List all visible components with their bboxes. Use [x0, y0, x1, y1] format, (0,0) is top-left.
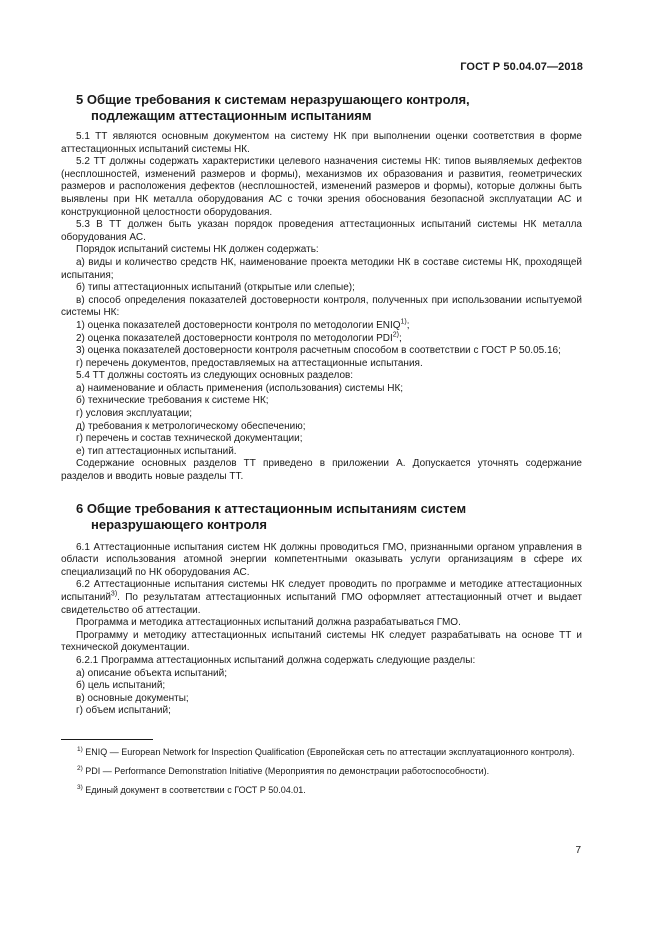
- list-item: б) типы аттестационных испытаний (открытые или слепые);: [76, 282, 355, 294]
- list-item: а) наименование и область применения (использования) системы НК;: [76, 382, 404, 394]
- footnote: [61, 765, 582, 777]
- footnote-mark: 1): [77, 745, 83, 753]
- paragraph: [61, 579, 582, 617]
- list-item: [61, 333, 582, 346]
- document-id: ГОСТ Р 50.04.07—2018: [460, 61, 583, 73]
- section-6-heading: [61, 501, 582, 533]
- paragraph: 5.2 ТТ должны содержать характеристики целевого назначения системы НК: типов выявляемых дефектов (несплошностей, изменений размеров и формы), механизмов их образования и развития, геометрических размеров и расположения дефектов (несплошностей, изменений размеров и формы), которые должны быть выявлены при НК металла оборудования АС с точки зрения обоснования безопасной эксплуатации АС и конструкционной целостности оборудования.: [61, 156, 582, 218]
- list-item: 3) оценка показателей достоверности контроля расчетным способом в соответствии с ГОСТ Р 50.05.16;: [76, 345, 561, 357]
- list-item: г) перечень и состав технической документации;: [76, 433, 303, 445]
- footnote-mark: 3): [77, 783, 83, 791]
- footnote-ref: 3): [110, 590, 118, 598]
- list-item: б) технические требования к системе НК;: [76, 395, 269, 407]
- list-item: б) цель испытаний;: [76, 680, 166, 692]
- list-item: г) условия эксплуатации;: [76, 408, 193, 420]
- footnote-text: Единый документ в соответствии с ГОСТ Р 50.04.01.: [82, 784, 306, 795]
- page-content: [61, 92, 582, 803]
- section-5-heading: [61, 92, 582, 124]
- footnote-ref: 2): [392, 331, 399, 339]
- list-item: а) описание объекта испытаний;: [76, 667, 227, 679]
- paragraph: 5.3 В ТТ должен быть указан порядок проведения аттестационных испытаний системы НК металла оборудования АС.: [61, 219, 582, 243]
- paragraph: Программу и методику аттестационных испытаний системы НК следует разрабатывать на основе ТТ и технической документации.: [61, 629, 582, 654]
- paragraph: 5.4 ТТ должны состоять из следующих основных разделов:: [76, 370, 354, 382]
- section-6-heading-line2: неразрушающего контроля: [91, 516, 267, 532]
- list-item: г) перечень документов, предоставляемых на аттестационные испытания.: [76, 357, 423, 369]
- list-item-text: 2) оценка показателей достоверности контроля по методологии PDI: [76, 332, 393, 344]
- list-item: д) требования к метрологическому обеспечению;: [76, 420, 306, 432]
- list-item-text: 1) оценка показателей достоверности контроля по методологии ENIQ: [76, 319, 401, 331]
- list-item: е) тип аттестационных испытаний.: [76, 445, 237, 457]
- list-item: [61, 320, 582, 333]
- footnote-mark: 2): [77, 764, 83, 772]
- list-item: г) объем испытаний;: [76, 705, 171, 717]
- list-item: а) виды и количество средств НК, наименование проекта методики НК в составе системы НК, проходящей испытания;: [61, 256, 582, 281]
- list-item: в) способ определения показателей достоверности контроля, полученных при использовании испытуемой системы НК:: [61, 294, 582, 319]
- paragraph-text-end: . По результатам аттестационных испытаний ГМО оформляет аттестационный отчет и выдает свидетельство об аттестации.: [61, 592, 582, 616]
- footnote-text: ENIQ — European Network for Inspection Qualification (Европейская сеть по аттестации эксплуатационного контроля).: [82, 746, 575, 757]
- page-number: 7: [575, 845, 581, 856]
- paragraph: 6.2.1 Программа аттестационных испытаний должна содержать следующие разделы:: [76, 654, 476, 666]
- footnote-text: PDI — Performance Demonstration Initiative (Мероприятия по демонстрации работоспособности).: [82, 765, 490, 776]
- list-item-end: ;: [399, 332, 402, 344]
- paragraph: Порядок испытаний системы НК должен содержать:: [76, 244, 319, 256]
- section-5-heading-line2: подлежащим аттестационным испытаниям: [91, 108, 372, 123]
- paragraph-text: 6.2 Аттестационные испытания системы НК следует проводить по программе и методике аттестационных испытаний: [61, 579, 582, 603]
- paragraph: 5.1 ТТ являются основным документом на систему НК при выполнении оценки соответствия в форме аттестационных испытаний системы НК.: [61, 131, 582, 155]
- footnote: [61, 746, 582, 758]
- list-item: в) основные документы;: [76, 692, 189, 704]
- paragraph: Содержание основных разделов ТТ приведено в приложении А. Допускается уточнять содержание разделов и вводить новые разделы ТТ.: [61, 458, 582, 483]
- footnote-ref: 1): [400, 318, 407, 326]
- paragraph: Программа и методика аттестационных испытаний должна разрабатываться ГМО.: [76, 617, 461, 629]
- footnote: [61, 784, 582, 796]
- paragraph: 6.1 Аттестационные испытания систем НК должны проводиться ГМО, признанными органом управления в области использования атомной энергии компетентными оказывать услуги организациям в сфере их специализаций по НК оборудования АС.: [61, 541, 582, 578]
- section-6-heading-line1: 6 Общие требования к аттестационным испытаниям систем: [76, 500, 467, 516]
- section-5-heading-line1: 5 Общие требования к системам неразрушающего контроля,: [76, 92, 470, 107]
- list-item-end: ;: [406, 319, 410, 331]
